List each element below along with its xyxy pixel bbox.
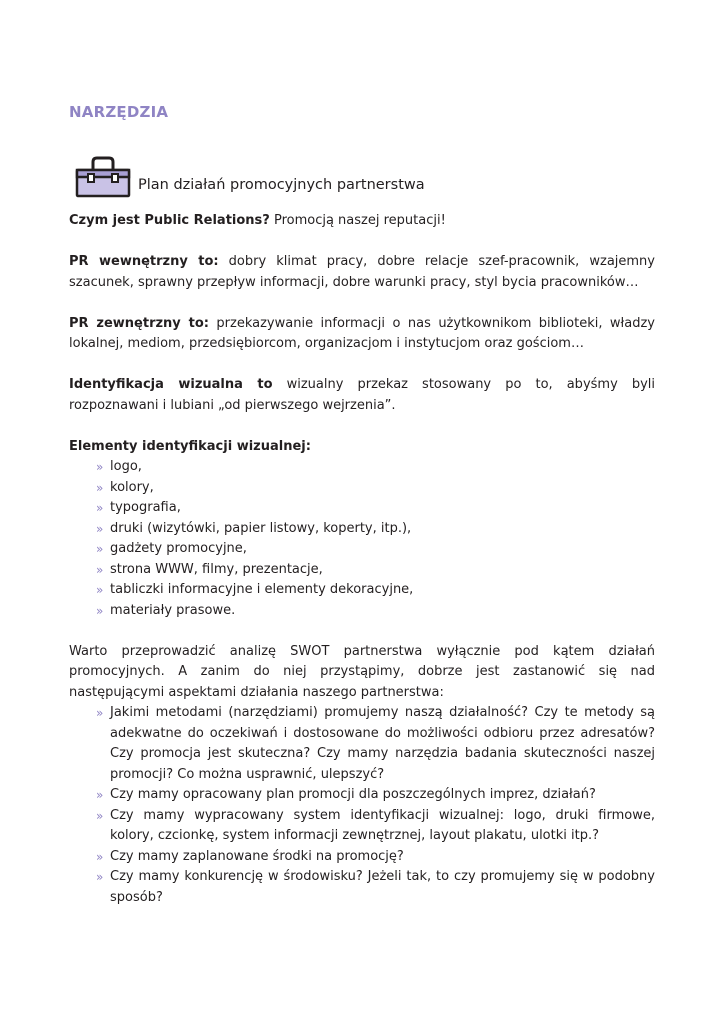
bullet-icon: » — [96, 562, 104, 577]
questions-list — [69, 703, 655, 908]
external-pr — [69, 314, 655, 355]
bullet-icon: » — [96, 583, 104, 597]
toolbox-icon — [75, 154, 131, 198]
visual-identity-label: Identyfikacja wizualna to — [69, 377, 273, 392]
list-item — [96, 478, 655, 499]
list-item-text: kolory, — [110, 479, 154, 495]
page-subtitle: Plan działań promocyjnych partnerstwa — [138, 177, 425, 193]
question-item — [96, 847, 655, 868]
list-item — [96, 560, 655, 581]
pr-definition — [69, 211, 655, 232]
visual-identity-text: wizualny przekaz stosowany po to, abyśmy byli rozpoznawani i lubiani „od pierwszego wejrzenia”. — [69, 377, 655, 413]
bullet-icon: » — [96, 788, 104, 802]
question-text: Czy mamy wypracowany system identyfikacji wizualnej: logo, druki firmowe, kolory, czcionkę, system informacji zewnętrznej, layout plakatu, ulotki itp.? — [110, 807, 655, 843]
list-item-text: materiały prasowe. — [110, 602, 236, 618]
question-item — [96, 867, 655, 908]
question-item — [96, 806, 655, 847]
bullet-icon: » — [96, 706, 104, 720]
question-item — [96, 703, 655, 785]
internal-pr-text: dobry klimat pracy, dobre relacje szef-pracownik, wzajemny szacunek, sprawny przepływ informacji, dobre warunki pracy, styl bycia pracowników… — [69, 254, 655, 290]
bullet-icon: » — [96, 603, 104, 618]
bullet-icon: » — [96, 521, 104, 536]
document-body — [69, 211, 655, 908]
external-pr-text: przekazywanie informacji o nas użytkownikom biblioteki, władzy lokalnej, mediom, przedsiębiorcom, organizacjom i instytucjom oraz gościom… — [69, 315, 655, 351]
list-item — [96, 539, 655, 560]
internal-pr-label: PR wewnętrzny to: — [69, 254, 219, 269]
question-text: Czy mamy opracowany plan promocji dla poszczególnych imprez, działań? — [110, 787, 596, 802]
question-text: Czy mamy zaplanowane środki na promocję? — [110, 848, 404, 864]
swot-paragraph: Warto przeprowadzić analizę SWOT partnerstwa wyłącznie pod kątem działań promocyjnych. A zanim do niej przystąpimy, dobrze jest zastanowić się nad następującymi aspektami działania naszego partnerstwa: — [69, 643, 655, 700]
bullet-icon: » — [96, 501, 104, 515]
section-title: NARZĘDZIA — [69, 103, 169, 121]
list-item — [96, 498, 655, 519]
list-item-text: typografia, — [110, 500, 181, 515]
list-item — [96, 580, 655, 601]
bullet-icon: » — [96, 849, 104, 864]
question-text: Czy mamy konkurencję w środowisku? Jeżeli tak, to czy promujemy się w podobny sposób? — [110, 869, 655, 905]
elements-heading-text: Elementy identyfikacji wizualnej: — [69, 438, 311, 454]
external-pr-label: PR zewnętrzny to: — [69, 315, 209, 331]
list-item — [96, 601, 655, 622]
list-item-text: druki (wizytówki, papier listowy, koperty, itp.), — [110, 520, 412, 536]
question-text: Jakimi metodami (narzędziami) promujemy naszą działalność? Czy te metody są adekwatne do oczekiwań i dostosowane do możliwości odbioru przez adresatów? Czy promocja jest skuteczna? Czy mamy narzędzia badania skuteczności naszej promocji? Co można usprawnić, ulepszyć? — [110, 705, 655, 782]
question-item — [96, 785, 655, 806]
bullet-icon: » — [96, 542, 104, 556]
bullet-icon: » — [96, 808, 104, 823]
list-item — [96, 519, 655, 540]
bullet-icon: » — [96, 870, 104, 884]
list-item-text: strona WWW, filmy, prezentacje, — [110, 561, 323, 577]
list-item-text: tabliczki informacyjne i elementy dekoracyjne, — [110, 582, 414, 597]
elements-heading — [69, 437, 655, 458]
visual-identity — [69, 375, 655, 416]
list-item — [96, 457, 655, 478]
pr-question-text: Promocją naszej reputacji! — [269, 213, 446, 228]
bullet-icon: » — [96, 460, 104, 474]
list-item-text: logo, — [110, 459, 142, 474]
internal-pr — [69, 252, 655, 293]
bullet-icon: » — [96, 480, 104, 495]
elements-list — [69, 457, 655, 621]
list-item-text: gadżety promocyjne, — [110, 541, 247, 556]
pr-question-label: Czym jest Public Relations? — [69, 213, 270, 228]
